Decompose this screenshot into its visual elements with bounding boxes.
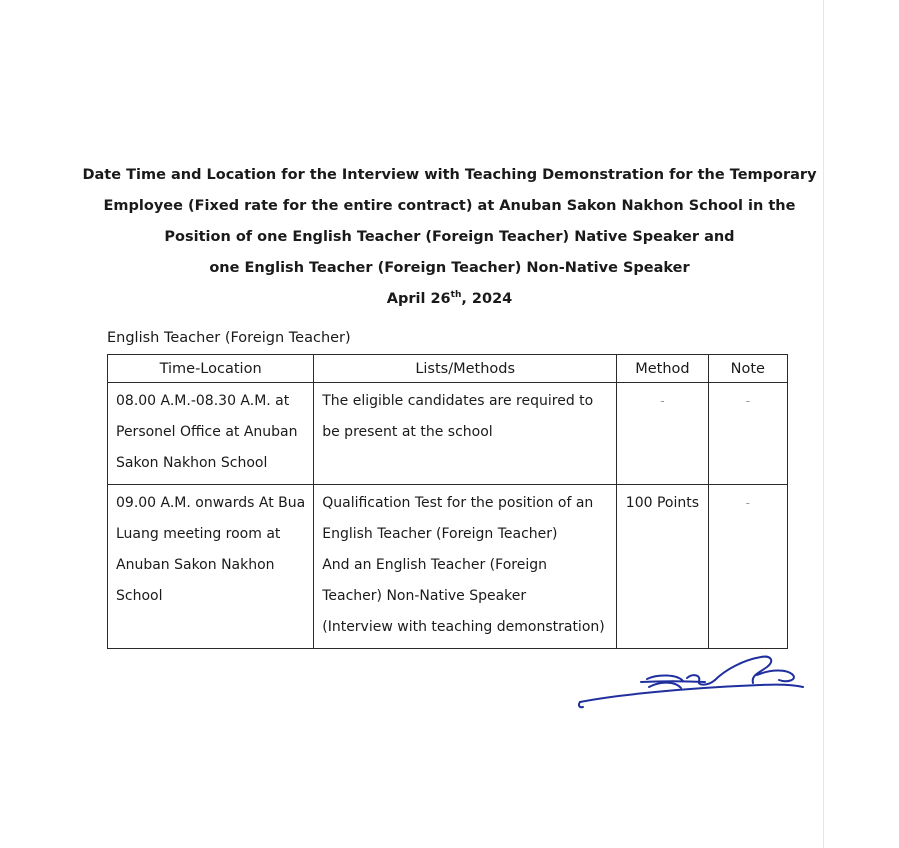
schedule-table: [107, 354, 788, 649]
cell-method: [617, 383, 708, 485]
cell-line: And an English Teacher (Foreign: [322, 557, 547, 573]
cell-line: Teacher) Non-Native Speaker: [322, 588, 527, 604]
title-line-2: Employee (Fixed rate for the entire contract) at Anuban Sakon Nakhon School in the: [103, 198, 796, 214]
cell-lists-methods: [314, 485, 617, 649]
note-value: -: [745, 496, 750, 510]
table-header-row: [108, 355, 788, 383]
table-row: [108, 383, 788, 485]
cell-time-location: [108, 485, 314, 649]
table-row: [108, 485, 788, 649]
cell-line: English Teacher (Foreign Teacher): [322, 526, 558, 542]
cell-method: [617, 485, 708, 649]
cell-line: Sakon Nakhon School: [116, 455, 268, 471]
cell-line: 09.00 A.M. onwards At Bua: [116, 495, 306, 511]
cell-time-location: [108, 383, 314, 485]
cell-line: be present at the school: [322, 424, 493, 440]
cell-note: [708, 383, 787, 485]
cell-line: Anuban Sakon Nakhon: [116, 557, 275, 573]
section-heading: English Teacher (Foreign Teacher): [107, 330, 351, 346]
page-edge: [823, 0, 824, 848]
cell-line: The eligible candidates are required to: [322, 393, 594, 409]
date-year: , 2024: [461, 291, 513, 307]
header-method: Method: [617, 355, 708, 383]
header-time-location: Time-Location: [108, 355, 314, 383]
date-ordinal-suffix: th: [450, 290, 462, 301]
cell-line: Luang meeting room at: [116, 526, 281, 542]
cell-line: Personel Office at Anuban: [116, 424, 298, 440]
date-month-day: April 26: [386, 291, 451, 307]
cell-line: Qualification Test for the position of an: [322, 495, 594, 511]
title-line-4: one English Teacher (Foreign Teacher) Non-Native Speaker: [209, 260, 690, 276]
cell-line: School: [116, 588, 163, 604]
handwritten-signature: [575, 645, 815, 715]
cell-line: 08.00 A.M.-08.30 A.M. at: [116, 393, 290, 409]
interview-date: [0, 284, 899, 315]
cell-line: (Interview with teaching demonstration): [322, 619, 605, 635]
document-title: [0, 160, 899, 315]
method-value: -: [660, 394, 665, 408]
header-lists-methods: Lists/Methods: [314, 355, 617, 383]
header-note: Note: [708, 355, 787, 383]
cell-lists-methods: [314, 383, 617, 485]
title-line-3: Position of one English Teacher (Foreign Teacher) Native Speaker and: [164, 229, 735, 245]
method-value: 100 Points: [625, 495, 700, 511]
note-value: -: [745, 394, 750, 408]
title-line-1: Date Time and Location for the Interview with Teaching Demonstration for the Temporary: [82, 167, 817, 183]
cell-note: [708, 485, 787, 649]
